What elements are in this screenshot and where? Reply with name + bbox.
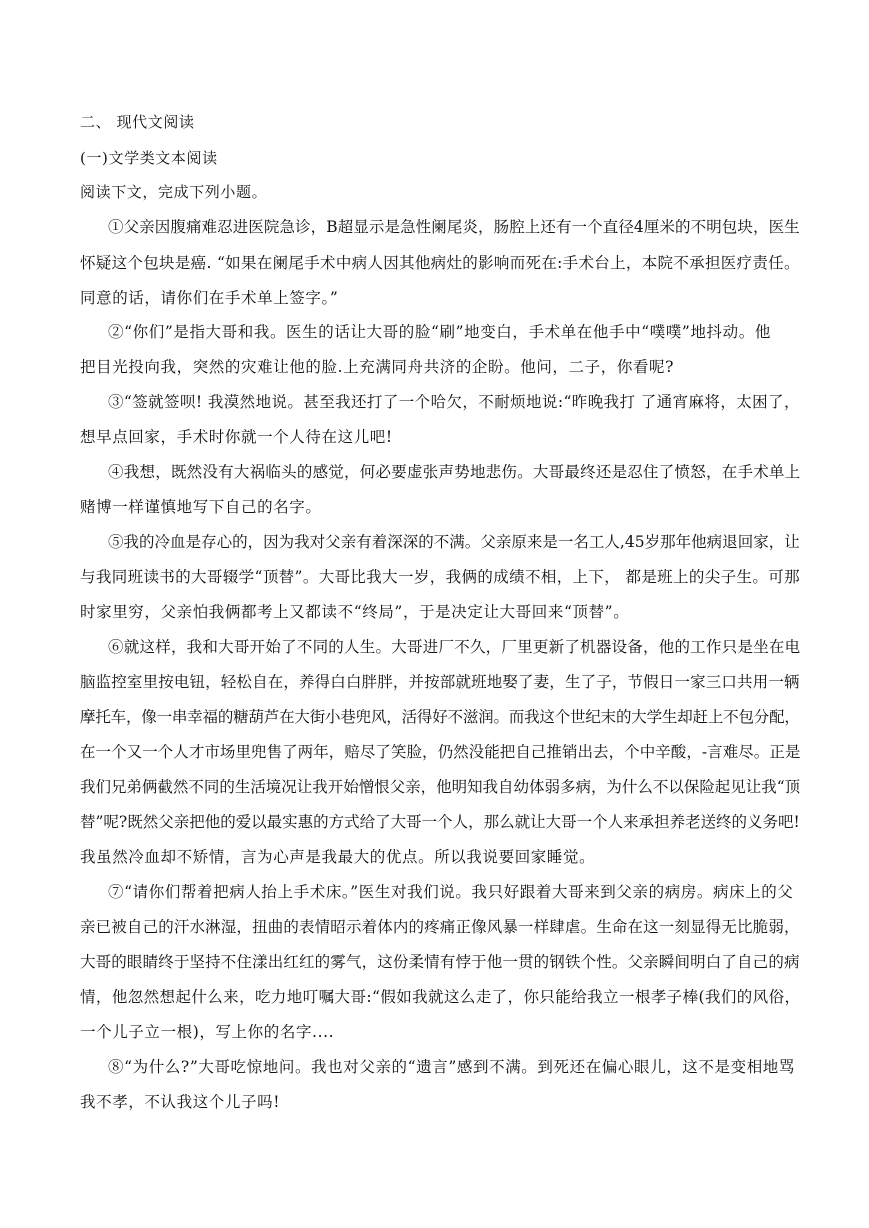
paragraph-line: 摩托车，像一串幸福的糖葫芦在大街小巷兜风，活得好不滋润。而我这个世纪末的大学生却赶上不包分配， [80,708,800,726]
paragraph-line: ①父亲因腹痛难忍进医院急诊，B超显示是急性阑尾炎，肠腔上还有一个直径4厘米的不明包块，医生 [108,218,800,236]
paragraph-line: 同意的话，请你们在手术单上签字。” [80,289,339,307]
paragraph-line: 在一个又一个人才市场里兜售了两年，赔尽了笑脸，仍然没能把自己推销出去，个中辛酸，-言难尽。正是 [80,743,801,761]
paragraph-line: ④我想，既然没有大祸临头的感觉，何必要虚张声势地悲伤。大哥最终还是忍住了愤怒，在手术单上 [108,463,801,481]
paragraph-line: ③“签就签呗! 我漠然地说。甚至我还打了一个哈欠，不耐烦地说:“昨晚我打 了通宵麻将，太困了， [108,393,800,411]
paragraph-line: 赌博一样谨慎地写下自己的名字。 [80,498,322,516]
instruction-text: 阅读下文，完成下列小题。 [80,183,268,201]
paragraph-line: ⑤我的冷血是存心的，因为我对父亲有着深深的不满。父亲原来是一名工人,45岁那年他病退回家，让 [108,533,800,551]
paragraph-line: 情，他忽然想起什么来，吃力地叮嘱大哥:“假如我就这么走了，你只能给我立一根孝子棒(我们的风俗， [80,988,801,1006]
paragraph-line: 亲已被自己的汗水淋湿，扭曲的表情昭示着体内的疼痛正像风暴一样肆虐。生命在这一刻显得无比脆弱， [80,918,800,936]
paragraph-line: ⑦“请你们帮着把病人抬上手术床。”医生对我们说。我只好跟着大哥来到父亲的病房。病床上的父 [108,883,794,901]
paragraph-line: 想早点回家，手术时你就一个人待在这儿吧! [80,428,393,446]
paragraph-line: 替”呢?既然父亲把他的爱以最实惠的方式给了大哥一个人，那么就让大哥一个人来承担养老送终的义务吧! [80,813,800,831]
paragraph-line: 一个儿子立一根)，写上你的名字.... [80,1023,335,1041]
section-heading: 二、 现代文阅读 [80,113,195,131]
paragraph-line: 我虽然冷血却不矫情，言为心声是我最大的优点。所以我说要回家睡觉。 [80,848,596,866]
paragraph-line: ⑧“为什么?”大哥吃惊地问。我也对父亲的“遗言”感到不满。到死还在偏心眼儿，这不是变相地骂 [108,1058,796,1076]
paragraph-line: 时家里穷，父亲怕我俩都考上又都读不“终局”，于是决定让大哥回来“顶替”。 [80,603,630,621]
paragraph-line: 大哥的眼睛终于坚持不住漾出红红的雾气，这份柔情有悖于他一贯的钢铁个性。父亲瞬间明白了自己的病 [80,953,800,971]
subsection-heading: (一)文学类文本阅读 [80,149,218,167]
paragraph-line: 我们兄弟俩截然不同的生活境况让我开始憎恨父亲，他明知我自幼体弱多病，为什么不以保险起见让我“顶 [80,778,801,796]
paragraph-line: 怀疑这个包块是癌. “如果在阑尾手术中病人因其他病灶的影响而死在:手术台上，本院不承担医疗责任。 [80,254,800,272]
paragraph-line: ⑥就这样，我和大哥开始了不同的人生。大哥进厂不久，厂里更新了机器设备，他的工作只是坐在电 [108,638,801,656]
paragraph-line: 把目光投向我，突然的灾难让他的脸.上充满同舟共济的企盼。他问，二子，你看呢? [80,358,675,376]
paragraph-line: ②“你们”是指大哥和我。医生的话让大哥的脸“刷”地变白，手术单在他手中“噗噗”地抖动。他 [108,323,771,341]
paragraph-line: 我不孝，不认我这个儿子吗! [80,1093,281,1111]
paragraph-line: 与我同班读书的大哥辍学“顶替”。大哥比我大一岁，我俩的成绩不相，上下， 都是班上的尖子生。可那 [80,568,800,586]
paragraph-line: 脑监控室里按电钮，轻松自在，养得白白胖胖，并按部就班地娶了妻，生了子，节假日一家三口共用一辆 [80,673,800,691]
